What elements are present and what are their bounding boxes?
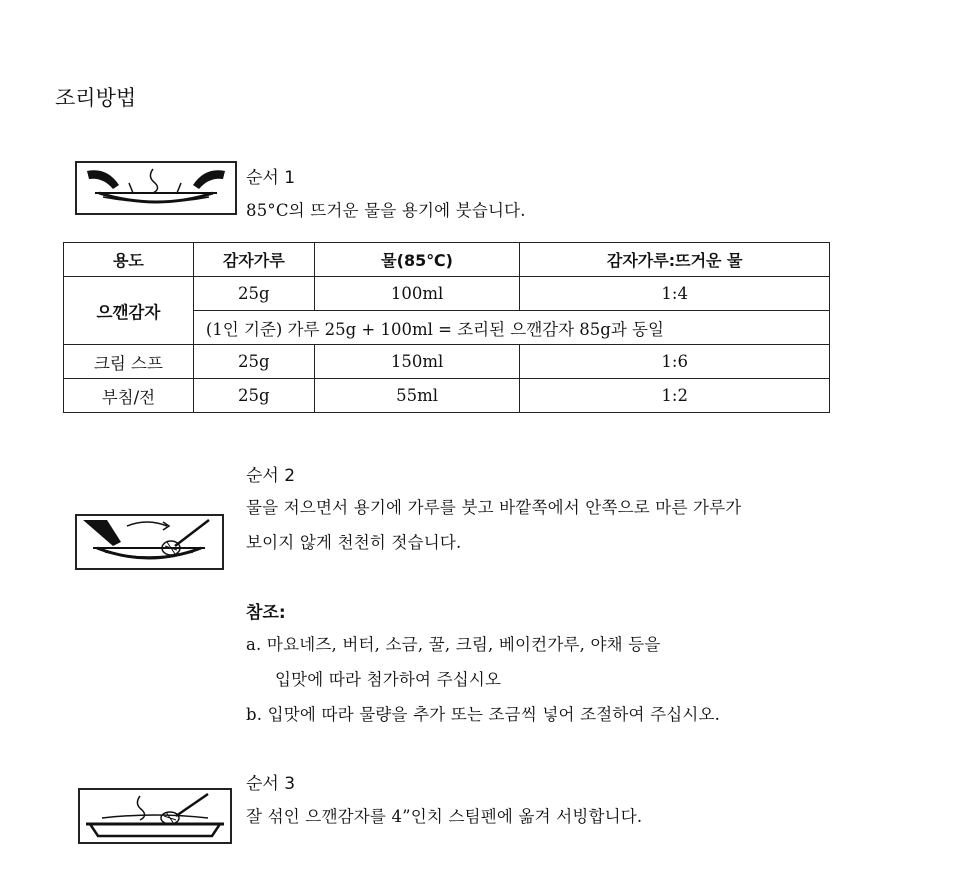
table-header-row: [64, 243, 830, 277]
table-row: [64, 379, 830, 413]
step-3-heading: 순서 3: [246, 774, 296, 794]
reference-item-a: a. 마요네즈, 버터, 소금, 꿀, 크림, 베이컨가루, 야채 등을: [246, 635, 661, 654]
reference-heading: 참조:: [246, 603, 286, 623]
step-2-text-line-2: 보이지 않게 천천히 젓습니다.: [246, 533, 462, 552]
table-cell-use: 부침/전: [64, 379, 194, 413]
table-cell: 1:2: [520, 379, 830, 413]
table-cell: 100ml: [314, 277, 520, 311]
page-title: 조리방법: [55, 86, 137, 110]
pour-water-illustration: [75, 161, 237, 215]
column-header: 용도: [64, 243, 194, 277]
table-cell: 150ml: [314, 345, 520, 379]
table-cell: 1:6: [520, 345, 830, 379]
reference-item-b: b. 입맛에 따라 물량을 추가 또는 조금씩 넣어 조절하여 주십시오.: [246, 705, 721, 724]
table-row: [64, 277, 830, 311]
table-row: [64, 345, 830, 379]
step-1-heading: 순서 1: [246, 168, 296, 188]
table-cell: 1:4: [520, 277, 830, 311]
table-cell-use: 으깬감자: [64, 277, 194, 345]
step-2-heading: 순서 2: [246, 466, 296, 486]
table-cell: 25g: [193, 379, 314, 413]
table-note: (1인 기준) 가루 25g + 100ml = 조리된 으깬감자 85g과 동일: [193, 311, 829, 345]
step-2-text-line-1: 물을 저으면서 용기에 가루를 붓고 바깥쪽에서 안쪽으로 마른 가루가: [246, 498, 742, 517]
mixing-ratio-table: [63, 242, 830, 413]
step-1-text: 85°C의 뜨거운 물을 용기에 붓습니다.: [246, 201, 526, 220]
transfer-to-steam-pan-illustration: [78, 788, 232, 844]
table-cell: 55ml: [314, 379, 520, 413]
table-cell: 25g: [193, 277, 314, 311]
table-cell: 25g: [193, 345, 314, 379]
column-header: 물(85℃): [314, 243, 520, 277]
step-3-text: 잘 섞인 으깬감자를 4”인치 스팀펜에 옮겨 서빙합니다.: [246, 807, 643, 826]
column-header: 감자가루:뜨거운 물: [520, 243, 830, 277]
table-cell-use: 크림 스프: [64, 345, 194, 379]
stir-powder-illustration: [75, 514, 224, 570]
column-header: 감자가루: [193, 243, 314, 277]
reference-item-a-continued: 입맛에 따라 첨가하여 주십시오: [275, 670, 502, 689]
